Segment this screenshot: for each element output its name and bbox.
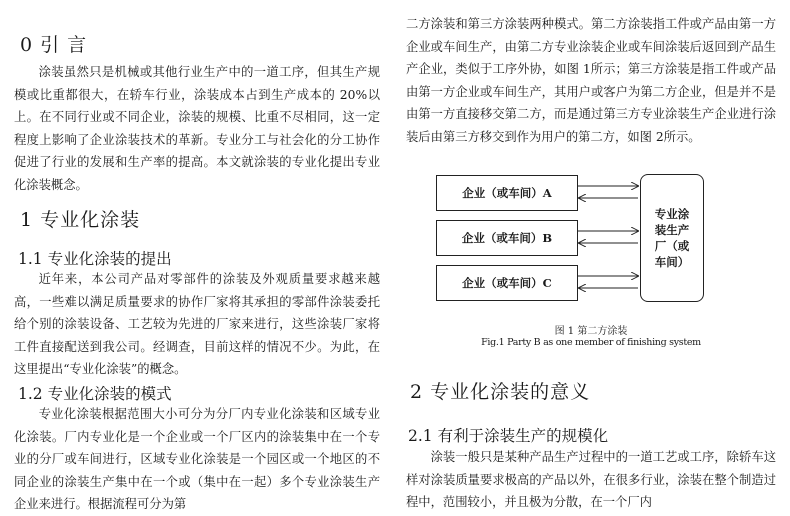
right-top-paragraph: 二方涂装和第三方涂装两种模式。第二方涂装指工件或产品由第一方企业或车间生产，由第二方专业涂装企业或车间涂装后返回到产品生产企业，类似于工序外协，如图 1所示；第三方涂装是指工件或产品由第一方企业或车间生产，其用户或客户为第二方企业，但是并不是由第一方直接移交第二方，而是通过第三方专业涂装生产企业进行涂装后由第三方移交到作为用户的第二方，如图 2所示。 bbox=[406, 17, 776, 144]
sub12-paragraph: 专业化涂装根据范围大小可分为分厂内专业化涂装和区域专业化涂装。厂内专业化是一个企业或一个厂区内的涂装集中在一个专业的分厂或车间进行，区域专业化涂装是一个园区或一个地区的不同企业的涂装生产集中在一个或（集中在一起）多个专业涂装生产企业来进行。根据流程可分为第 bbox=[14, 407, 380, 512]
figure-box-a: 企业（或车间）A bbox=[436, 175, 578, 211]
figure-box-c: 企业（或车间）C bbox=[436, 265, 578, 301]
figure-box-b: 企业（或车间）B bbox=[436, 220, 578, 256]
sub21-heading: 2.1 有利于涂装生产的规模化 bbox=[408, 427, 609, 445]
figure-arrows bbox=[436, 170, 746, 310]
intro-heading: 0 引 言 bbox=[20, 34, 88, 56]
figure-caption-en: Fig.1 Party B as one member of finishing system bbox=[481, 337, 701, 348]
intro-paragraph: 涂装虽然只是机械或其他行业生产中的一道工序，但其生产规模或比重都很大，在轿车行业，涂装成本占到生产成本的 20%以上。在不同行业或不同企业，涂装的规模、比重不尽相同，这一定程度上影响了企业涂装技术的革新。专业分工与社会化的分工协作促进了行业的发展和生产率的提高。本文就涂装的专业化提出专业化涂装概念。 bbox=[14, 65, 380, 192]
sub11-heading: 1.1 专业化涂装的提出 bbox=[18, 250, 172, 268]
sub12-heading: 1.2 专业化涂装的模式 bbox=[18, 385, 172, 403]
sub11-paragraph: 近年来，本公司产品对零部件的涂装及外观质量要求越来越高，一些难以满足质量要求的协作厂家将其承担的零部件涂装委托给个别的涂装设备、工艺较为先进的厂家来进行，这些涂装厂家将工件直接配送到我公司。经调查，目前这样的情况不少。为此，在这里提出“专业化涂装”的概念。 bbox=[14, 272, 380, 377]
figure-1 bbox=[436, 170, 746, 310]
figure-caption-cn: 图 1 第二方涂装 bbox=[554, 326, 628, 337]
sub21-paragraph: 涂装一般只是某种产品生产过程中的一道工艺或工序，除轿车这样对涂装质量要求极高的产品以外，在很多行业，涂装在整个制造过程中，范围较小，并且极为分散，在一个厂内 bbox=[406, 450, 776, 510]
section2-heading: 2 专业化涂装的意义 bbox=[410, 381, 591, 403]
section1-heading: 1 专业化涂装 bbox=[20, 209, 141, 231]
figure-box-right-label: 专业涂装生产厂（或车间） bbox=[654, 207, 690, 269]
